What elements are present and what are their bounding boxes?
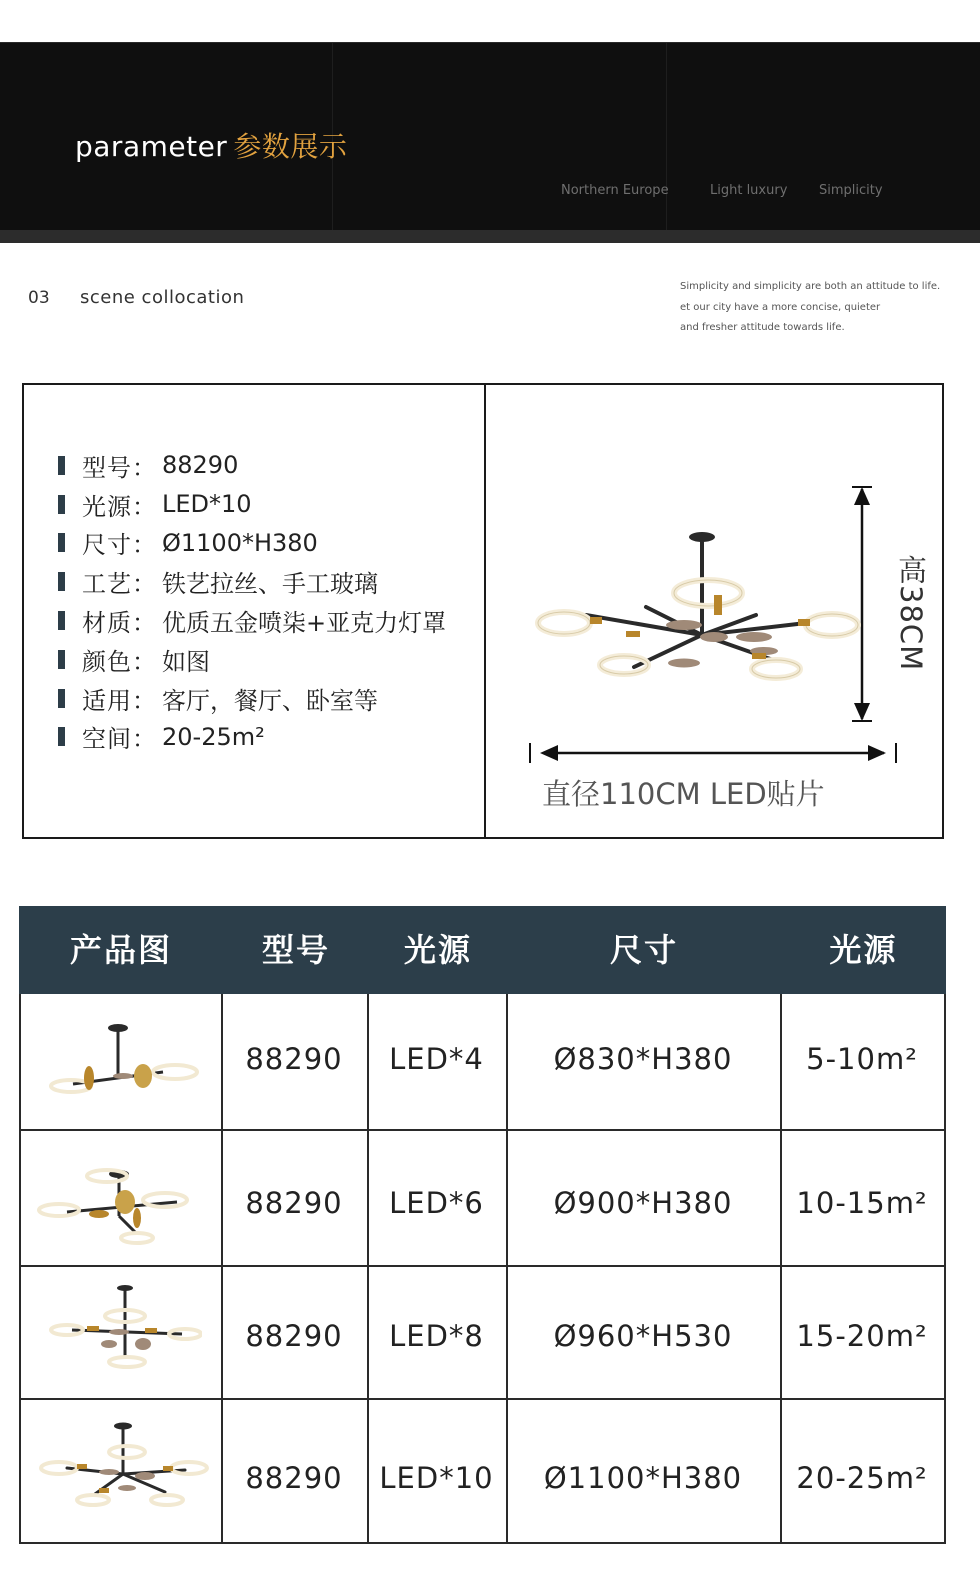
product-thumbnail bbox=[37, 1414, 212, 1524]
cell-model: 88290 bbox=[245, 1042, 343, 1076]
cell-area: 5-10m² bbox=[806, 1042, 918, 1076]
cell-size: Ø900*H380 bbox=[553, 1186, 733, 1220]
tag-simplicity: Simplicity bbox=[819, 183, 883, 198]
bullet-icon bbox=[58, 456, 65, 475]
spec-key: 材质 bbox=[82, 609, 132, 638]
spec-key: 颜色 bbox=[82, 647, 132, 676]
table-border bbox=[19, 1398, 946, 1400]
table-border bbox=[19, 1265, 946, 1267]
cell-model: 88290 bbox=[245, 1186, 343, 1220]
tagline-line: Simplicity and simplicity are both an attitude to life. bbox=[680, 281, 941, 292]
product-thumbnail bbox=[43, 1016, 203, 1106]
header-product-image: 产品图 bbox=[69, 931, 172, 969]
spec-separator: ： bbox=[132, 686, 156, 715]
spec-item-color bbox=[58, 640, 446, 679]
table-border bbox=[19, 1542, 946, 1544]
banner-bottom-strip bbox=[0, 230, 980, 243]
spec-key: 型号 bbox=[82, 453, 132, 482]
banner-title-en: parameter bbox=[75, 130, 228, 163]
table-border bbox=[944, 994, 946, 1544]
cell-area: 10-15m² bbox=[796, 1186, 928, 1220]
cell-light: LED*4 bbox=[389, 1042, 484, 1076]
cell-light: LED*10 bbox=[379, 1461, 494, 1495]
cell-model: 88290 bbox=[245, 1319, 343, 1353]
bullet-icon bbox=[58, 689, 65, 708]
spec-value: 如图 bbox=[162, 647, 210, 676]
spec-value: 88290 bbox=[162, 451, 239, 480]
dimension-drawing bbox=[486, 385, 942, 837]
product-thumbnail bbox=[37, 1154, 207, 1249]
banner-title bbox=[75, 125, 347, 165]
header-size: 尺寸 bbox=[609, 931, 678, 969]
tag-light-luxury: Light luxury bbox=[710, 183, 788, 198]
chandelier-icon bbox=[538, 532, 858, 678]
tagline-line: et our city have a more concise, quieter bbox=[680, 301, 881, 313]
banner-divider bbox=[666, 43, 667, 231]
cell-size: Ø960*H530 bbox=[553, 1319, 733, 1353]
cell-area: 15-20m² bbox=[796, 1319, 928, 1353]
table-header bbox=[19, 906, 946, 994]
spec-key: 适用 bbox=[82, 686, 132, 715]
cell-size: Ø830*H380 bbox=[553, 1042, 733, 1076]
cell-size: Ø1100*H380 bbox=[543, 1461, 743, 1495]
spec-separator: ： bbox=[132, 609, 156, 638]
spec-item-space bbox=[58, 718, 446, 757]
table-body bbox=[19, 994, 946, 1544]
bullet-icon bbox=[58, 572, 65, 591]
spec-separator: ： bbox=[132, 647, 156, 676]
bullet-icon bbox=[58, 495, 65, 514]
spec-separator: ： bbox=[132, 570, 156, 599]
section-label: scene collocation bbox=[80, 287, 245, 308]
height-label: 高38CM bbox=[894, 555, 928, 672]
spec-value: LED*10 bbox=[162, 490, 252, 519]
tagline bbox=[680, 277, 940, 339]
spec-value: 客厅，餐厅、卧室等 bbox=[162, 686, 378, 715]
tag-northern-europe: Northern Europe bbox=[561, 183, 669, 198]
table-border bbox=[19, 994, 21, 1544]
header-model: 型号 bbox=[261, 931, 330, 969]
section-number: 03 bbox=[28, 288, 50, 308]
spec-list bbox=[58, 446, 446, 756]
cell-light: LED*6 bbox=[389, 1186, 484, 1220]
spec-value: 优质五金喷柒+亚克力灯罩 bbox=[162, 609, 447, 638]
spec-item-usage bbox=[58, 679, 446, 718]
height-arrow bbox=[852, 487, 872, 721]
spec-item-size bbox=[58, 524, 446, 563]
diameter-arrow bbox=[530, 743, 896, 763]
spec-value: 20-25m² bbox=[162, 722, 265, 751]
cell-area: 20-25m² bbox=[796, 1461, 928, 1495]
spec-value: 铁艺拉丝、手工玻璃 bbox=[162, 570, 378, 599]
banner-title-cn: 参数展示 bbox=[233, 130, 348, 163]
spec-item-light-source bbox=[58, 485, 446, 524]
bullet-icon bbox=[58, 727, 65, 746]
spec-key: 工艺 bbox=[82, 570, 132, 599]
spec-item-material bbox=[58, 601, 446, 640]
bullet-icon bbox=[58, 533, 65, 552]
spec-key: 光源 bbox=[82, 492, 132, 521]
product-thumbnail bbox=[47, 1278, 202, 1378]
diameter-label: 直径110CM LED贴片 bbox=[542, 777, 825, 811]
spec-item-model bbox=[58, 446, 446, 485]
spec-separator: ： bbox=[132, 453, 156, 482]
spec-separator: ： bbox=[132, 725, 156, 754]
spec-key: 空间 bbox=[82, 725, 132, 754]
tagline-line: and fresher attitude towards life. bbox=[680, 322, 845, 333]
bullet-icon bbox=[58, 611, 65, 630]
cell-model: 88290 bbox=[245, 1461, 343, 1495]
spec-item-craft bbox=[58, 562, 446, 601]
spec-separator: ： bbox=[132, 492, 156, 521]
spec-value: Ø1100*H380 bbox=[162, 528, 318, 557]
table-border bbox=[19, 1129, 946, 1131]
header-light-source: 光源 bbox=[403, 931, 472, 969]
cell-light: LED*8 bbox=[389, 1319, 484, 1353]
bullet-icon bbox=[58, 650, 65, 669]
banner bbox=[0, 42, 980, 231]
spec-key: 尺寸 bbox=[82, 531, 132, 560]
spec-separator: ： bbox=[132, 531, 156, 560]
header-area: 光源 bbox=[829, 931, 898, 969]
